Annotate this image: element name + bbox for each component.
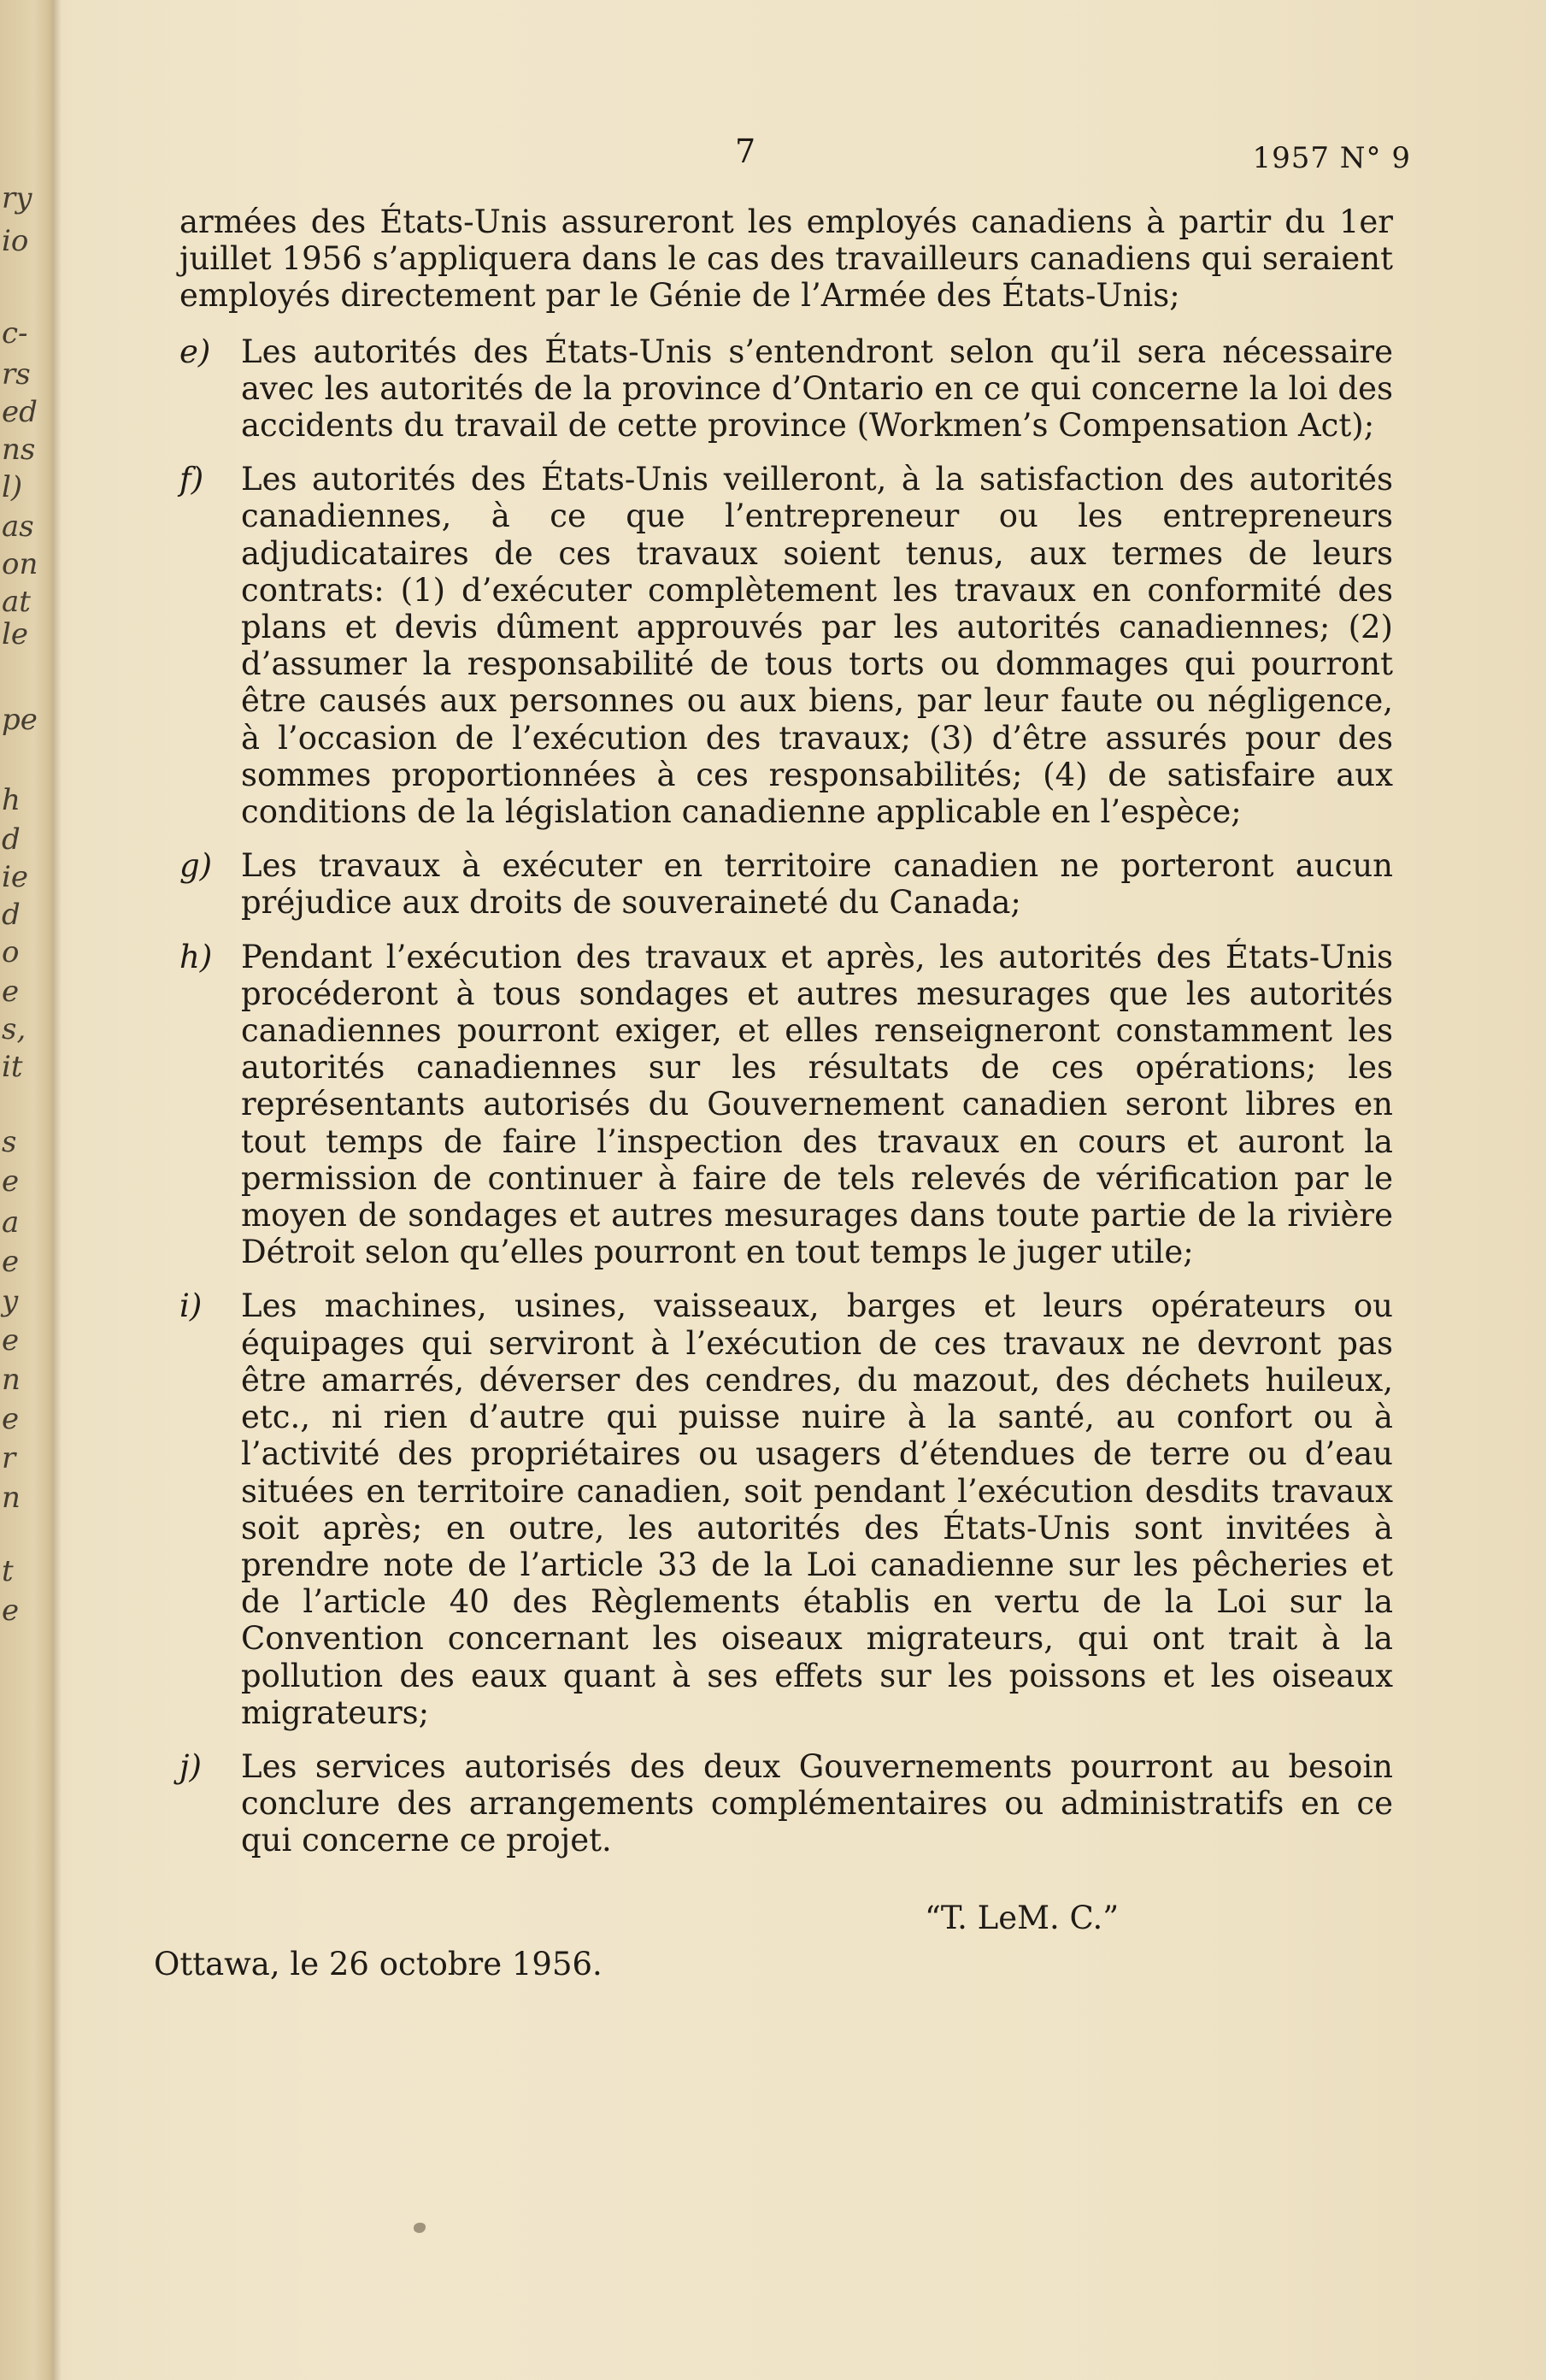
bleed-fragment: h [2,783,21,817]
clause-text: Les autorités des États-Unis veilleront, à la satisfaction des autorités canadiennes, à ce que l’entrepreneur ou les entrepreneurs adjudicataires de ces travaux soient tenus, aux termes de leurs contrats: (1) d’exécuter complètement les travaux en conformité des plans et devis dûment approuvés par les autorités canadiennes; (2) d’assumer la responsabilité de tous torts ou dommages qui pourront être causés aux personnes ou aux biens, par leur faute ou négligence, à l’occasion de l’exécution des travaux; (3) d’être assurés pour des sommes proportionnées à ces responsabilités; (4) de satisfaire aux conditions de la législation canadienne applicable en l’espèce; [241,461,1393,831]
bleed-fragment: on [2,547,38,581]
bleed-fragment: le [2,617,28,651]
clause-text: Les travaux à exécuter en territoire canadien ne porteront aucun préjudice aux droits de souveraineté du Canada; [241,847,1393,922]
clause-letter: g) [179,847,213,885]
document-body [179,203,1393,1876]
bleed-fragment: o [2,935,20,969]
clause-text: Pendant l’exécution des travaux et après, les autorités des États-Unis procéderont à tous sondages et autres mesurages que les autorités canadiennes pourront exiger, et elles renseigneront constamment les autorités canadiennes sur les résultats de ces opérations; les représentants autorisés du Gouvernement canadien seront libres en tout temps de faire l’inspection des travaux en cours et auront la permission de continuer à faire de tels relevés de vérification par le moyen de sondages et autres mesurages dans toute partie de la rivière Détroit selon qu’elles pourront en tout temps le juger utile; [241,938,1393,1271]
bleed-fragment: y [2,1284,19,1318]
spine-shadow [53,0,62,2380]
signature-initials: “T. LeM. C.” [925,1900,1120,1936]
bleed-fragment: ry [2,181,32,215]
clause-e [179,333,1393,445]
bleed-fragment: n [2,1363,21,1397]
bleed-fragment: e [2,1245,20,1279]
clause-letter: h) [179,938,213,975]
bleed-fragment: n [2,1481,21,1515]
bleed-fragment: e [2,975,20,1009]
intro-paragraph: armées des États-Unis assureront les employés canadiens à partir du 1er juillet 1956 s’appliquera dans le cas des travailleurs canadiens qui seraient employés directement par le Génie de l’Armée des États-Unis; [179,203,1393,315]
bleed-fragment: ns [2,433,36,467]
bleed-fragment: t [2,1554,14,1588]
clause-text: Les services autorisés des deux Gouvernements pourront au besoin conclure des arrangements complémentaires ou administratifs en ce qui concerne ce projet. [241,1747,1393,1859]
bleed-fragment: l) [2,470,23,504]
bleed-fragment: r [2,1441,16,1476]
bleed-fragment: d [2,822,21,857]
bleed-fragment: e [2,1164,20,1199]
bleed-fragment: d [2,898,21,932]
bleed-fragment: rs [2,357,31,392]
clause-text: Les machines, usines, vaisseaux, barges et leurs opérateurs ou équipages qui serviront à l’exécution de ces travaux ne devront pas être amarrés, déverser des cendres, du mazout, des déchets huileux, etc., ni rien d’autre qui puisse nuire à la santé, au confort ou à l’activité des propriétaires ou usagers d’étendues de terre ou d’eau situées en territoire canadien, soit pendant l’exécution desdits travaux soit après; en outre, les autorités des États-Unis sont invitées à prendre note de l’article 33 de la Loi canadienne sur les pêcheries et de l’article 40 des Règlements établis en vertu de la Loi sur la Convention concernant les oiseaux migrateurs, qui ont trait à la pollution des eaux quant à ses effets sur les poissons et les oiseaux migrateurs; [241,1287,1393,1731]
clause-f [179,461,1393,830]
bleed-fragment: pe [2,703,38,737]
clause-i [179,1287,1393,1730]
clause-letter: f) [179,461,204,498]
ink-speck [414,2223,426,2233]
bleed-fragment: c- [2,316,28,351]
clause-text: Les autorités des États-Unis s’entendront selon qu’il sera nécessaire avec les autorités de la province d’Ontario en ce qui concerne la loi des accidents du travail de cette province (Workmen’s Compensation Act); [241,333,1393,445]
clause-letter: i) [179,1287,203,1325]
page-number: 7 [735,133,756,170]
bleed-fragment: at [2,585,31,619]
bleed-fragment: e [2,1594,20,1628]
clause-letter: e) [179,333,211,370]
bleed-fragment: as [2,510,34,544]
bleed-fragment: e [2,1323,20,1358]
bleed-fragment: s, [2,1012,26,1046]
clause-j [179,1748,1393,1859]
bleed-fragment: it [2,1050,23,1084]
bleed-fragment: ed [2,395,38,429]
bleed-fragment: e [2,1402,20,1436]
bleed-fragment: io [2,224,29,258]
clause-h [179,939,1393,1271]
bleed-fragment: ie [2,860,28,894]
adjacent-page-bleed [0,0,51,2380]
clause-letter: j) [179,1747,202,1785]
bleed-fragment: a [2,1205,20,1240]
place-and-date: Ottawa, le 26 octobre 1956. [154,1946,603,1982]
clause-g [179,847,1393,921]
document-reference: 1957 N° 9 [1252,141,1411,175]
bleed-fragment: s [2,1125,17,1159]
